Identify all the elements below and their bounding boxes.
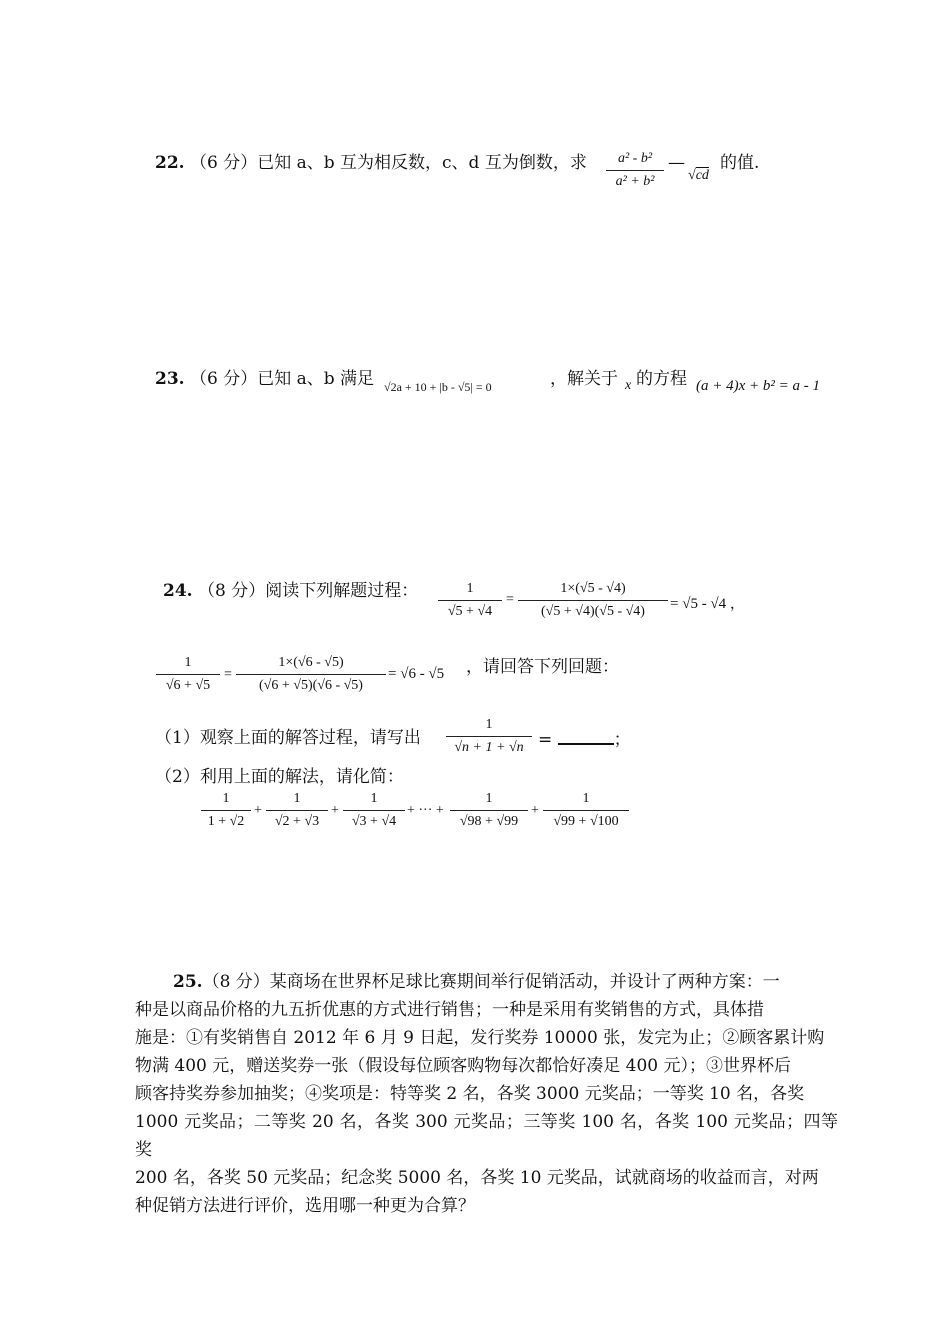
question-text: （6 分）已知 a、b 满足: [189, 369, 375, 389]
question-line: 施是：①有奖销售自 2012 年 6 月 9 日起，发行奖券 10000 张，发完为止；②顾客累计购: [135, 1028, 825, 1048]
question-25: [135, 968, 838, 1220]
question-text: （6 分）已知 a、b 互为相反数，c、d 互为倒数，求: [189, 153, 587, 173]
question-line: 种是以商品价格的九五折优惠的方式进行销售；一种是采用有奖销售的方式，具体措: [135, 1000, 764, 1020]
question-22: [155, 152, 587, 174]
variable-x: x: [625, 378, 632, 393]
fraction: 1×(√6 - √5) (√6 + √5)(√6 - √5): [236, 654, 386, 695]
question-tail: 的值.: [720, 153, 760, 173]
sum-term: 1 √98 + √99: [450, 790, 528, 831]
question-line: 200 名，各奖 50 元奖品；纪念奖 5000 名，各奖 10 元奖品，试就商场的收益而言，对两: [135, 1168, 819, 1188]
question-number: 23.: [155, 369, 185, 389]
sqrt-expression: √cd: [688, 168, 709, 183]
question-number: 24.: [163, 581, 193, 601]
condition-equation: √2a + 10 + |b - √5| = 0: [384, 380, 492, 394]
fraction: [606, 150, 664, 191]
sum-term: 1 √99 + √100: [543, 790, 629, 831]
fraction: 1 √6 + √5: [156, 654, 220, 695]
equation: (a + 4)x + b² = a - 1: [696, 378, 821, 394]
question-text-mid2: 的方程: [636, 369, 687, 389]
fraction: 1×(√5 - √4) (√5 + √4)(√5 - √4): [518, 580, 668, 621]
question-first-line: 25.（8 分）某商场在世界杯足球比赛期间举行促销活动，并设计了两种方案：一: [173, 972, 780, 992]
question-text-mid: ，解关于: [550, 369, 618, 389]
answer-blank[interactable]: = ；: [538, 727, 631, 751]
question-line: 顾客持奖券参加抽奖；④奖项是：特等奖 2 名，各奖 3000 元奖品；一等奖 10 名，各奖: [135, 1084, 805, 1104]
question-line: 1000 元奖品；二等奖 20 名，各奖 300 元奖品；三等奖 100 名，各奖 100 元奖品；四等奖: [135, 1112, 838, 1160]
denominator: a² + b²: [615, 174, 655, 189]
question-line: 种促销方法进行评价，选用哪一种更为合算？: [135, 1196, 475, 1216]
result: = √6 - √5: [388, 666, 445, 682]
question-text: （8 分）阅读下列解题过程：: [197, 581, 419, 601]
fraction: 1 √n + 1 + √n: [446, 716, 532, 757]
sub-question-1: （1）观察上面的解答过程，请写出: [155, 728, 421, 748]
question-number: 25.: [173, 972, 203, 992]
sum-term: 1 √2 + √3: [266, 790, 328, 831]
question-number: 22.: [155, 153, 185, 173]
result: = √5 - √4 ，: [670, 596, 745, 612]
minus-sign: —: [668, 153, 685, 173]
question-23: [155, 368, 374, 390]
question-24: [163, 580, 418, 602]
numerator: a² - b²: [617, 151, 653, 166]
blank-line[interactable]: [558, 727, 614, 745]
question-text: ，请回答下列回题：: [466, 657, 619, 677]
sum-term: 1 1 + √2: [201, 790, 251, 831]
sum-term: 1 √3 + √4: [343, 790, 405, 831]
sub-question-2: （2）利用上面的解法，请化简：: [155, 767, 404, 787]
fraction: 1 √5 + √4: [438, 580, 502, 621]
question-line: 物满 400 元，赠送奖券一张（假设每位顾客购物每次都恰好凑足 400 元）；③世界杯后: [135, 1056, 792, 1076]
